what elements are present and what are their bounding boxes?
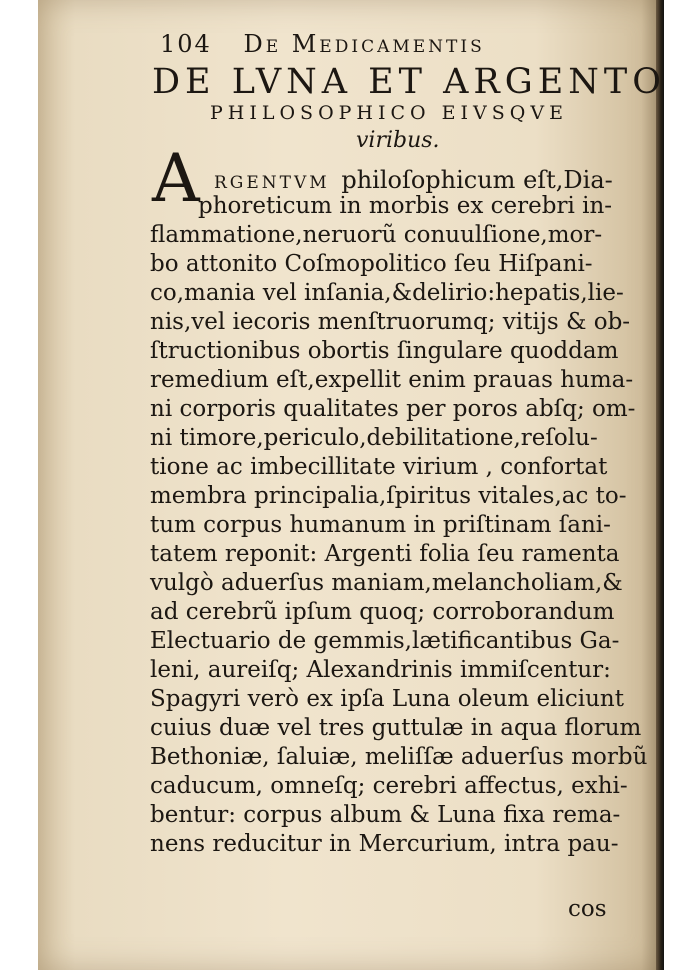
- chapter-title-line-3: viribus.: [356, 128, 440, 153]
- body-line: phoreticum in morbis ex cerebri in-: [198, 193, 613, 219]
- page-number: 104: [160, 30, 212, 58]
- body-line: bentur: corpus album & Luna fixa rema-: [150, 802, 621, 828]
- body-line: nis,vel iecoris menſtruorumq; vitijs & ob-: [150, 309, 631, 335]
- body-line: caducum, omneſq; cerebri affectus, exhi-: [150, 773, 628, 799]
- body-line: remedium eſt,expellit enim prauas huma-: [150, 367, 634, 393]
- body-line: vulgò aduerſus maniam,melancholiam,&: [150, 570, 623, 596]
- body-line: tatem reponit: Argenti folia ſeu ramenta: [150, 541, 620, 567]
- body-line: ſtructionibus obortis ſingulare quoddam: [150, 338, 619, 364]
- first-word-small-caps: RGENTVM: [214, 173, 330, 193]
- running-title: De Medicamentis: [243, 30, 485, 58]
- body-line: flammatione,neruorũ conuulſione,mor-: [150, 222, 603, 248]
- body-line: cuius duæ vel tres guttulæ in aqua florum: [150, 715, 642, 741]
- chapter-title-line-1: DE LVNA ET ARGENTO: [152, 62, 666, 102]
- body-text: [150, 192, 648, 859]
- body-line: nens reducitur in Mercurium, intra pau-: [150, 831, 619, 857]
- body-line: ad cerebrũ ipſum quoq; corroborandum: [150, 599, 615, 625]
- body-first-line: [214, 166, 613, 194]
- chapter-title-line-2: PHILOSOPHICO EIVSQVE: [210, 102, 568, 124]
- body-line: ni corporis qualitates per poros abſq; om-: [150, 396, 636, 422]
- body-line: Spagyri verò ex ipſa Luna oleum eliciunt: [150, 686, 624, 712]
- body-line: leni, aureiſq; Alexandrinis immiſcentur:: [150, 657, 611, 683]
- body-line: tum corpus humanum in priſtinam ſani-: [150, 512, 611, 538]
- drop-cap: A: [152, 140, 200, 217]
- first-line-rest: philoſophicum eſt,Dia-: [341, 166, 613, 194]
- body-line: Bethoniæ, ſaluiæ, meliſſæ aduerſus morbũ: [150, 744, 648, 770]
- catchword: cos: [568, 896, 607, 922]
- body-line: bo attonito Coſmopolitico ſeu Hiſpani-: [150, 251, 593, 277]
- body-line: co,mania vel inſania,&delirio:hepatis,lie-: [150, 280, 624, 306]
- page-header: [160, 30, 485, 58]
- book-gutter-edge: [656, 0, 664, 970]
- body-line: tione ac imbecillitate virium , confortat: [150, 454, 608, 480]
- body-line: ni timore,periculo,debilitatione,reſolu-: [150, 425, 598, 451]
- body-line: Electuario de gemmis,lætificantibus Ga-: [150, 628, 620, 654]
- body-line: membra principalia,ſpiritus vitales,ac to-: [150, 483, 627, 509]
